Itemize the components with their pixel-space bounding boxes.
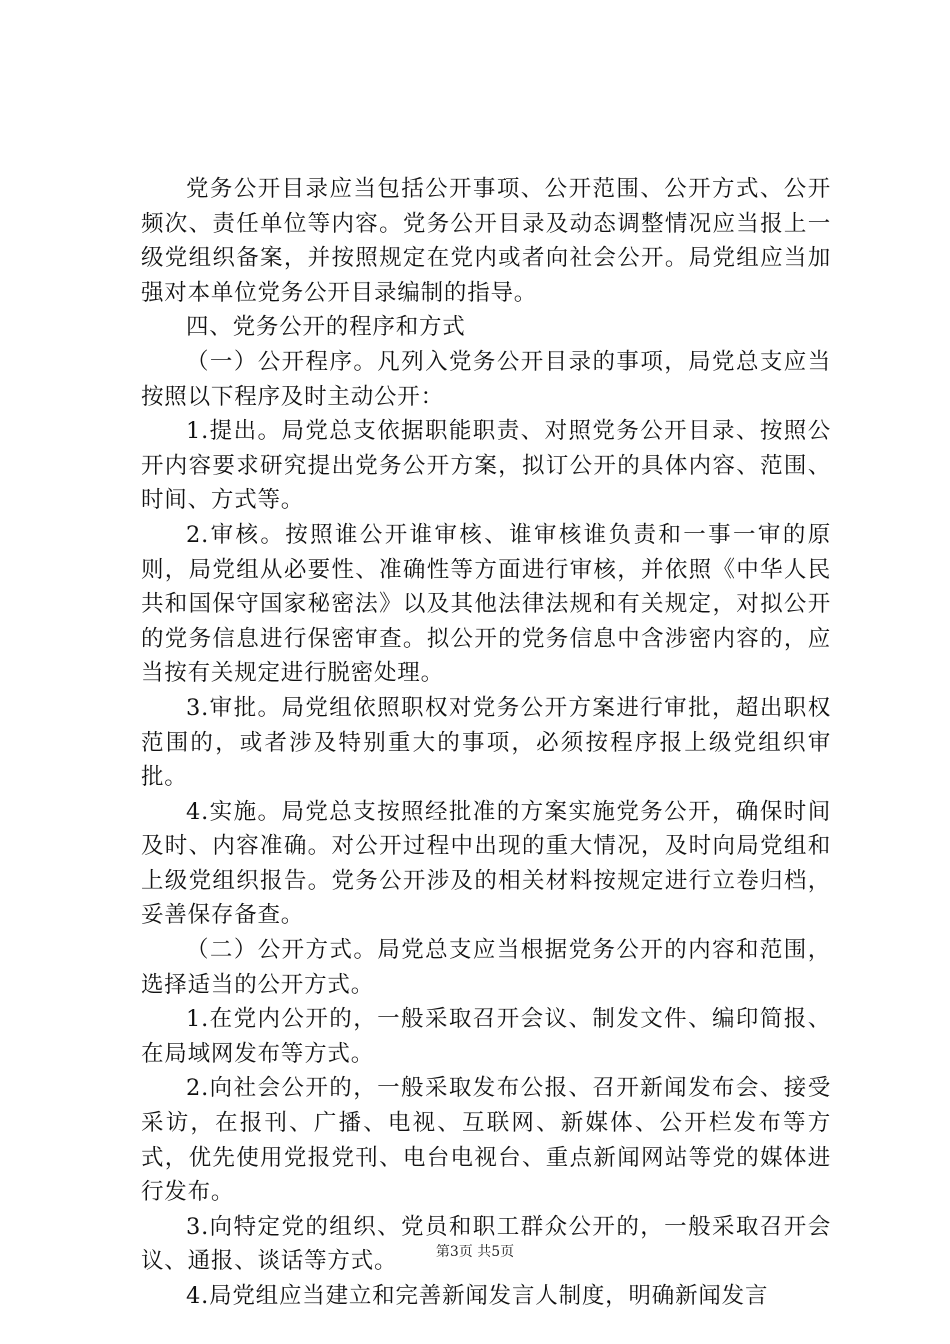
section-heading: 四、党务公开的程序和方式 bbox=[186, 314, 466, 341]
document-body bbox=[141, 172, 831, 1314]
paragraph: （二）公开方式。局党总支应当根据党务公开的内容和范围，选择适当的公开方式。 bbox=[141, 937, 831, 998]
paragraph: （一）公开程序。凡列入党务公开目录的事项，局党总支应当按照以下程序及时主动公开： bbox=[141, 348, 831, 410]
paragraph: 1.提出。局党总支依据职能职责、对照党务公开目录、按照公开内容要求研究提出党务公开方案，拟订公开的具体内容、范围、时间、方式等。 bbox=[141, 418, 831, 514]
page-footer bbox=[0, 1242, 950, 1262]
paragraph: 3.向特定党的组织、党员和职工群众公开的，一般采取召开会议、通报、谈话等方式。 bbox=[141, 1213, 831, 1275]
paragraph: 2.向社会公开的，一般采取发布公报、召开新闻发布会、接受采访，在报刊、广播、电视、互联网、新媒体、公开栏发布等方式，优先使用党报党刊、电台电视台、重点新闻网站等党的媒体进行发布。 bbox=[141, 1075, 831, 1206]
paragraph: 党务公开目录应当包括公开事项、公开范围、公开方式、公开频次、责任单位等内容。党务公开目录及动态调整情况应当报上一级党组织备案，并按照规定在党内或者向社会公开。局党组应当加强对本单位党务公开目录编制的指导。 bbox=[141, 176, 831, 306]
paragraph: 4.实施。局党总支按照经批准的方案实施党务公开，确保时间及时、内容准确。对公开过程中出现的重大情况，及时向局党组和上级党组织报告。党务公开涉及的相关材料按规定进行立卷归档，妥善保存备查。 bbox=[141, 798, 831, 929]
page-number: 第3页 共5页 bbox=[435, 1244, 515, 1260]
paragraph: 2.审核。按照谁公开谁审核、谁审核谁负责和一事一审的原则，局党组从必要性、准确性等方面进行审核，并依照《中华人民共和国保守国家秘密法》以及其他法律法规和有关规定，对拟公开的党务信息进行保密审查。拟公开的党务信息中含涉密内容的，应当按有关规定进行脱密处理。 bbox=[141, 521, 831, 687]
paragraph: 1.在党内公开的，一般采取召开会议、制发文件、编印简报、在局域网发布等方式。 bbox=[141, 1006, 831, 1067]
paragraph: 3.审批。局党组依照职权对党务公开方案进行审批，超出职权范围的，或者涉及特别重大的事项，必须按程序报上级党组织审批。 bbox=[141, 694, 831, 791]
paragraph: 4.局党组应当建立和完善新闻发言人制度，明确新闻发言 bbox=[186, 1283, 769, 1309]
